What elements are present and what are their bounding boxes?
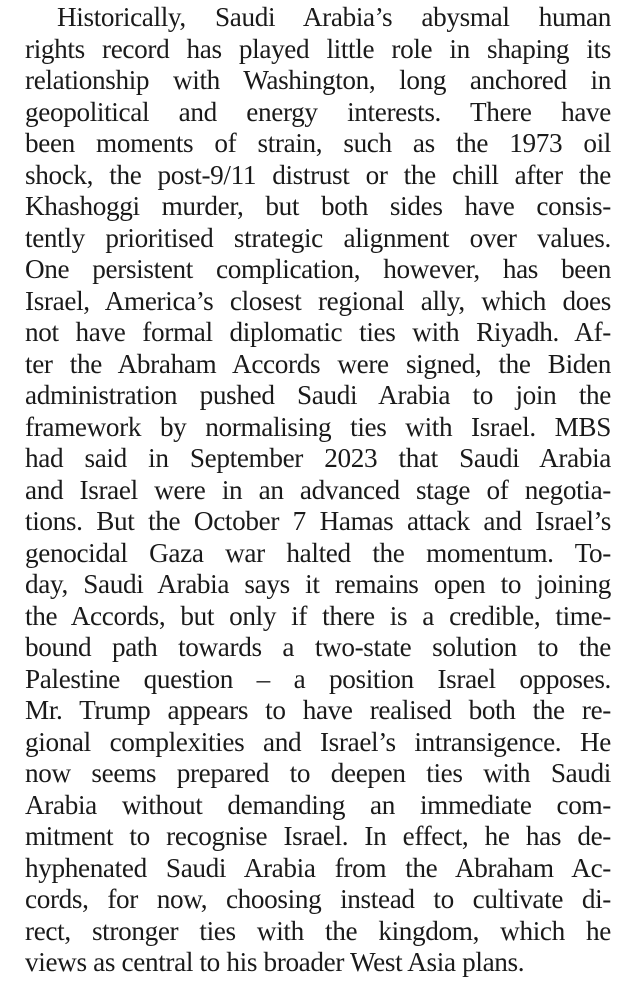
paragraph-line: views as central to his broader West Asia plans. — [25, 947, 525, 977]
paragraph-line: rect, stronger ties with the kingdom, which he — [25, 915, 611, 946]
paragraph-line: One persistent complication, however, has been — [25, 254, 611, 284]
paragraph-line: Arabia without demanding an immediate com- — [25, 789, 611, 820]
paragraph-line: hyphenated Saudi Arabia from the Abraham Ac- — [25, 852, 611, 883]
paragraph-line: relationship with Washington, long anchored in — [25, 65, 611, 95]
paragraph-line: bound path towards a two-state solution to the — [25, 632, 611, 662]
paragraph-line: cords, for now, choosing instead to cultivate di- — [25, 884, 611, 914]
paragraph-line: the Accords, but only if there is a credible, time- — [25, 600, 611, 631]
article-paragraph — [25, 2, 611, 979]
paragraph-line: rights record has played little role in shaping its — [25, 33, 611, 64]
paragraph-line: administration pushed Saudi Arabia to join the — [25, 380, 611, 410]
paragraph-line: Khashoggi murder, but both sides have consis- — [25, 191, 611, 221]
paragraph-line: geopolitical and energy interests. There have — [25, 96, 611, 127]
paragraph-line: not have formal diplomatic ties with Riyadh. Af- — [25, 317, 611, 347]
paragraph-line: had said in September 2023 that Saudi Arabia — [25, 443, 611, 473]
paragraph-line: mitment to recognise Israel. In effect, he has de- — [25, 821, 611, 851]
paragraph-line: now seems prepared to deepen ties with Saudi — [25, 758, 611, 788]
paragraph-line: gional complexities and Israel’s intransigence. He — [25, 726, 611, 757]
paragraph-line: been moments of strain, such as the 1973 oil — [25, 128, 611, 158]
paragraph-line: genocidal Gaza war halted the momentum. To- — [25, 537, 611, 568]
paragraph-line: day, Saudi Arabia says it remains open to joining — [25, 569, 611, 599]
paragraph-line: tently prioritised strategic alignment over values. — [25, 222, 611, 253]
paragraph-line: ter the Abraham Accords were signed, the Biden — [25, 348, 611, 379]
paragraph-line: shock, the post-9/11 distrust or the chill after the — [25, 159, 611, 190]
paragraph-line: tions. But the October 7 Hamas attack and Israel’s — [25, 506, 611, 536]
paragraph-line: Mr. Trump appears to have realised both the re- — [25, 695, 611, 725]
paragraph-line: Palestine question – a position Israel opposes. — [25, 663, 611, 694]
paragraph-line: framework by normalising ties with Israel. MBS — [25, 411, 611, 442]
paragraph-line: Israel, America’s closest regional ally, which does — [25, 285, 611, 316]
paragraph-line: Historically, Saudi Arabia’s abysmal human — [57, 2, 611, 32]
paragraph-line: and Israel were in an advanced stage of negotia- — [25, 474, 611, 505]
